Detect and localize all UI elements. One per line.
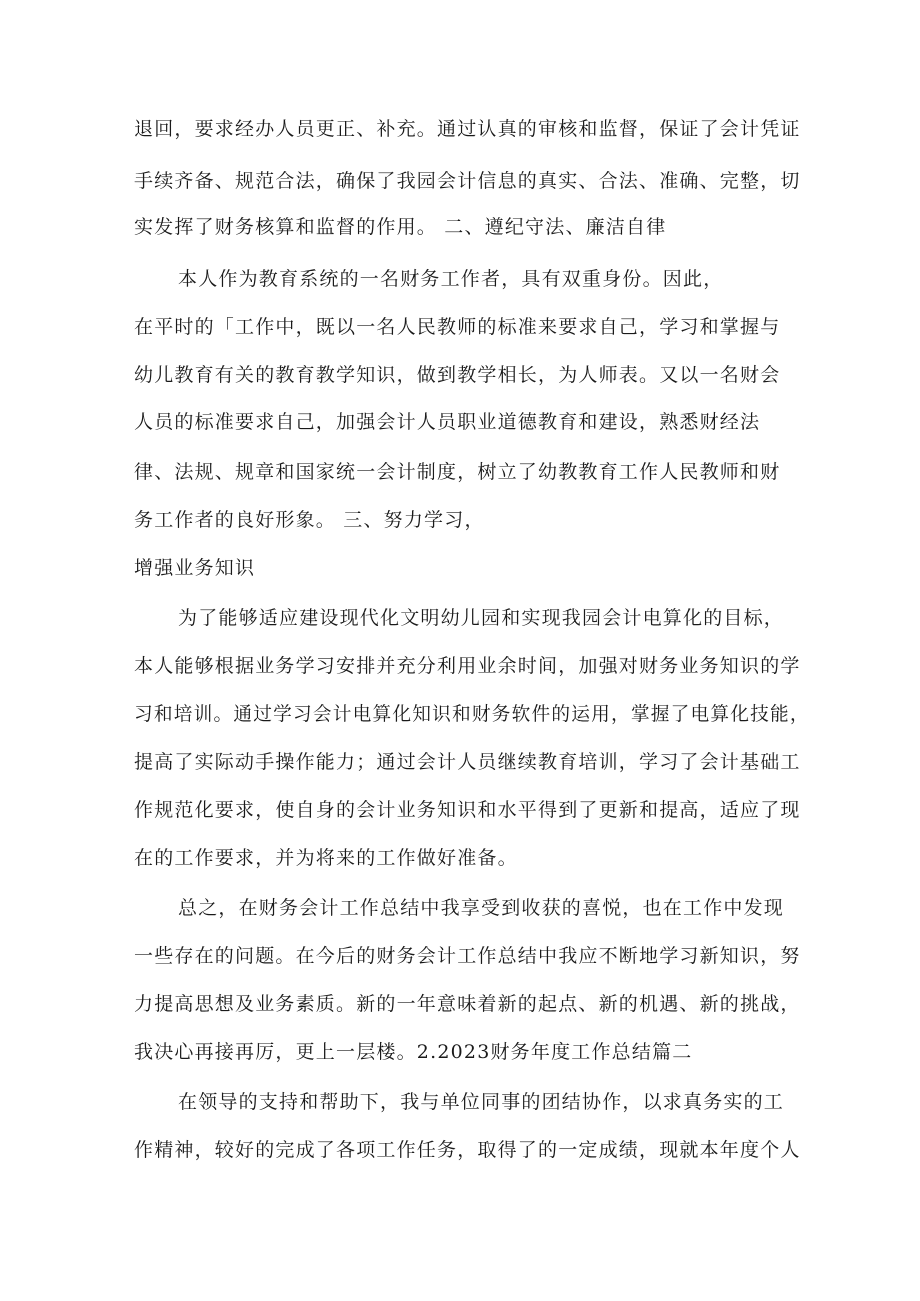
text-line: 作精神，较好的完成了各项工作任务，取得了的一定成绩，现就本年度个人 [134, 1139, 801, 1161]
text-line: 习和培训。通过学习会计电算化知识和财务软件的运用，掌握了电算化技能， [134, 703, 810, 725]
text-line: 在的工作要求，并为将来的工作做好准备。 [134, 847, 518, 869]
text-line: 在领导的支持和帮助下，我与单位同事的团结协作，以求真务实的工 [178, 1091, 785, 1113]
text-line: 手续齐备、规范合法，确保了我园会计信息的真实、合法、准确、完整，切 [134, 170, 801, 192]
text-line: 一些存在的问题。在今后的财务会计工作总结中我应不断地学习新知识，努 [134, 945, 801, 967]
text-line: 务工作者的良好形象。 三、努力学习， [134, 509, 485, 531]
text-line: 作规范化要求，使自身的会计业务知识和水平得到了更新和提高，适应了现 [134, 799, 801, 821]
text-line: 律、法规、规章和国家统一会计制度，树立了幼教教育工作人民教师和财 [134, 461, 781, 483]
text-line: 退回，要求经办人员更正、补充。通过认真的审核和监督，保证了会计凭证 [134, 118, 801, 140]
text-line: 幼儿教育有关的教育教学知识，做到教学相长，为人师表。又以一名财会 [134, 364, 781, 386]
text-line: 本人能够根据业务学习安排并充分利用业余时间，加强对财务业务知识的学 [134, 655, 801, 677]
text-line: 力提高思想及业务素质。新的一年意味着新的起点、新的机遇、新的挑战， [134, 993, 801, 1015]
text-line: 在平时的「工作中，既以一名人民教师的标准来要求自己，学习和掌握与 [134, 316, 781, 338]
text-line: 增强业务知识 [134, 557, 256, 579]
text-line: 人员的标准要求自己，加强会计人员职业道德教育和建设，熟悉财经法 [134, 411, 761, 433]
text-line: 本人作为教育系统的一名财务工作者，具有双重身份。因此， [178, 268, 724, 290]
text-line: 实发挥了财务核算和监督的作用。 二、遵纪守法、廉洁自律 [134, 216, 667, 238]
text-line: 为了能够适应建设现代化文明幼儿园和实现我园会计电算化的目标， [178, 607, 785, 629]
text-line: 提高了实际动手操作能力；通过会计人员继续教育培训，学习了会计基础工 [134, 751, 801, 773]
text-line: 我决心再接再厉，更上一层楼。2.2023财务年度工作总结篇二 [134, 1041, 693, 1063]
text-line: 总之，在财务会计工作总结中我享受到收获的喜悦，也在工作中发现 [178, 897, 785, 919]
